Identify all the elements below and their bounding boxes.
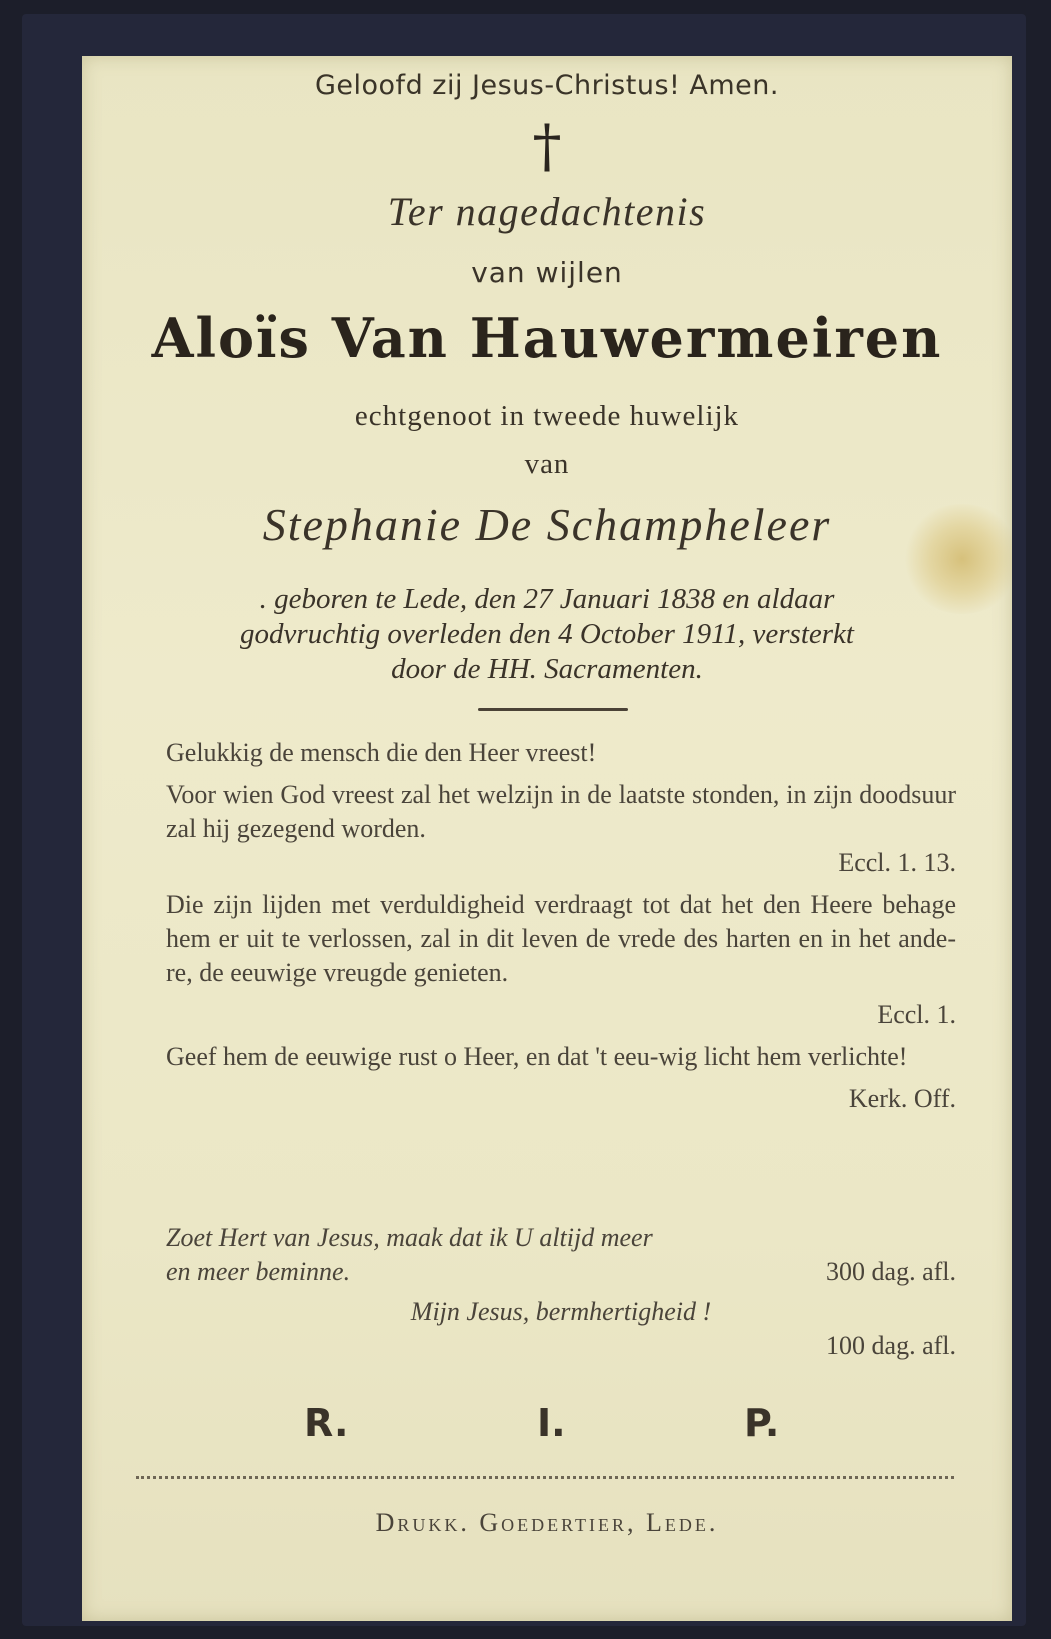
rip-letter: R. [304, 1401, 349, 1445]
prayers-block [166, 1221, 956, 1363]
card-heading: Geloofd zij Jesus-Christus! Amen. [314, 70, 779, 101]
prayer-text: en meer beminne. [166, 1257, 351, 1286]
indulgence-note: 300 dag. afl. [826, 1257, 956, 1286]
verse-reference: Eccl. 1. [877, 1000, 956, 1029]
verse-reference: Eccl. 1. 13. [838, 848, 956, 877]
verses-block [166, 736, 956, 1116]
prayer-row [166, 1255, 956, 1289]
indulgence-note: 100 dag. afl. [826, 1331, 956, 1360]
verse-text: Die zijn lijden met verduldigheid verdraagt tot dat het den Heere behage hem er uit te verlossen, zal in dit leven de vrede des harten en in het ande-re, de eeuwige vreugde genieten. [166, 890, 956, 987]
memorial-title: Ter nagedachtenis [387, 189, 707, 234]
divider [478, 708, 628, 711]
rip-letter: P. [744, 1401, 780, 1445]
deceased-name: Aloïs Van Hauwermeiren [151, 306, 943, 370]
memorial-card [82, 56, 1012, 1621]
bio-line: . geboren te Lede, den 27 Januari 1838 en aldaar [259, 583, 835, 615]
verse-text: Voor wien God vreest zal het welzijn in de laatste stonden, in zijn doodsuur zal hij gezegend worden. [166, 780, 956, 843]
rip-letter: I. [537, 1401, 566, 1445]
van-wijlen: van wijlen [471, 256, 623, 289]
printer-credit: Drukk. Goedertier, Lede. [375, 1508, 719, 1537]
card-frame [22, 14, 1026, 1626]
verse-reference: Kerk. Off. [848, 1084, 956, 1113]
spouse-name: Stephanie De Schampheleer [262, 499, 832, 550]
dotted-divider [136, 1476, 954, 1479]
verse-text: Gelukkig de mensch die den Heer vreest! [166, 738, 597, 767]
bio-line: door de HH. Sacramenten. [391, 653, 703, 685]
cross-icon: † [532, 112, 562, 180]
bio-line: godvruchtig overleden den 4 October 1911, versterkt [240, 618, 854, 650]
van-label: van [524, 448, 570, 480]
spouse-relation: echtgenoot in tweede huwelijk [354, 400, 740, 432]
verse-text: Geef hem de eeuwige rust o Heer, en dat 't eeu-wig licht hem verlichte! [166, 1042, 908, 1071]
biography [82, 582, 1012, 687]
prayer-text: Zoet Hert van Jesus, maak dat ik U altijd meer [166, 1223, 653, 1252]
prayer-text: Mijn Jesus, bermhertigheid ! [410, 1297, 712, 1326]
